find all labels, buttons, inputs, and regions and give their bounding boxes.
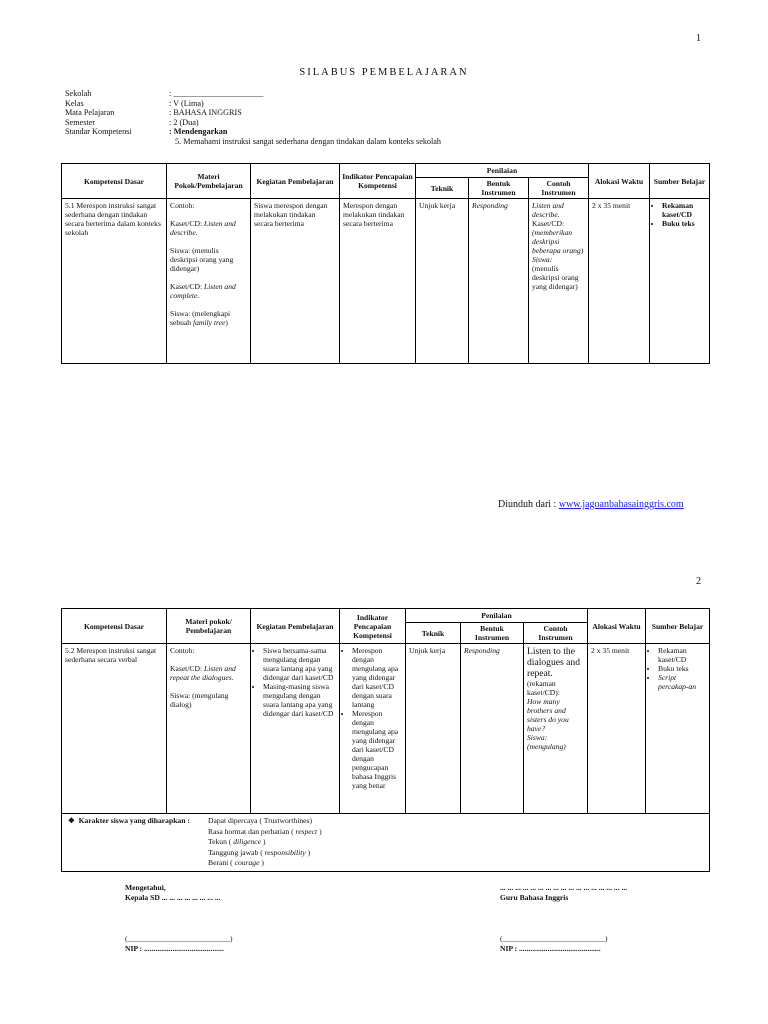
header-sumber: Sumber Belajar [646, 609, 710, 644]
karakter-list [208, 816, 322, 869]
contoh-rekaman: (rekaman kaset/CD): [527, 679, 560, 697]
karakter-item-italic: responsibility [264, 847, 306, 857]
header-alokasi: Alokasi Waktu [589, 164, 650, 199]
contoh-instruction: Listen to the dialogues and repeat. [527, 646, 581, 679]
contoh-siswa: Siswa: [532, 255, 553, 264]
meta-key: Mata Pelajaran [65, 108, 115, 118]
header-bentuk: Bentuk Instrumen [461, 623, 524, 644]
signature-heading: Mengetahui, [125, 883, 166, 892]
header-kompetensi: Kompetensi Dasar [62, 164, 167, 199]
materi-kaset-instruction: Listen and repeat the dialogues. [170, 664, 236, 682]
karakter-item-end: ) [259, 858, 264, 868]
signature-name-line: (___________________________) [500, 934, 608, 943]
cell-kompetensi [62, 199, 167, 364]
contoh-kaset: Kaset/CD: [532, 219, 565, 228]
sumber-item: • Rekaman kaset/CD [658, 646, 706, 664]
materi-contoh: Contoh: [170, 201, 195, 210]
header-indikator: Indikator Pencapaian Kompetensi [340, 164, 416, 199]
karakter-item-text: Tanggung jawab ( [208, 847, 265, 857]
karakter-item-text: Tekun ( [208, 837, 234, 847]
sumber-list [653, 201, 706, 228]
page-number: 1 [696, 33, 701, 44]
header-contoh: Contoh Instrumen [529, 178, 589, 199]
kompetensi-text: 5.1 Merespon instruksi sangat sederhana dengan tindakan secara berterima dalam konteks sekolah [65, 201, 161, 237]
sumber-item: • Buku teks [658, 664, 706, 673]
sumber-list [649, 646, 706, 691]
header-alokasi: Alokasi Waktu [588, 609, 646, 644]
header-sumber: Sumber Belajar [650, 164, 710, 199]
kegiatan-text: Siswa merespon dengan melakukan tindakan secara berterima [254, 201, 328, 228]
header-contoh: Contoh Instrumen [524, 623, 588, 644]
indikator-item: • Merespon dengan mengulang apa yang didengar dari kaset/CD dengan pengucapan bahasa Inggris yang benar [352, 709, 402, 790]
cell-bentuk [461, 644, 524, 814]
materi-kaset [170, 664, 247, 682]
header-penilaian: Penilaian [406, 609, 588, 623]
karakter-item [208, 858, 322, 869]
source-credit [498, 499, 684, 510]
contoh-siswa: Siswa: [527, 733, 548, 742]
header-materi: Materi Pokok/Pembelajaran [167, 164, 251, 199]
page-number: 2 [696, 576, 701, 587]
cell-bentuk [469, 199, 529, 364]
materi-kaset-2 [170, 282, 247, 300]
sumber-item: • Buku teks [662, 219, 706, 228]
meta-row [65, 108, 441, 118]
materi-kaset-label: Kaset/CD: [170, 664, 204, 673]
bentuk-text: Responding [472, 201, 508, 210]
sumber-item: • Script percakap-an [658, 673, 706, 691]
signature-left-name [125, 934, 233, 953]
materi-siswa-text: Siswa: (melengkapi sebuah [170, 309, 231, 327]
header-indikator: Indikator Pencapaian Kompetensi [340, 609, 406, 644]
kegiatan-list [254, 646, 336, 718]
karakter-item [208, 837, 322, 848]
karakter-cell [62, 814, 710, 872]
materi-kaset-instruction: Listen and complete. [170, 282, 236, 300]
meta-value: : 2 (Dua) [169, 117, 199, 127]
cell-sumber [650, 199, 710, 364]
karakter-item: Dapat dipercaya ( Trustworthines) [208, 816, 312, 825]
karakter-item [208, 827, 322, 838]
meta-row [65, 99, 441, 109]
contoh-question: How many brothers and sisters do you have? [527, 697, 569, 733]
cell-alokasi [589, 199, 650, 364]
karakter-item-text: Rasa hormat dan perhatian ( [208, 826, 296, 836]
bentuk-text: Responding [464, 646, 500, 655]
syllabus-meta [65, 89, 441, 147]
karakter-label-wrap [68, 816, 208, 869]
signature-role: Guru Bahasa Inggris [500, 892, 569, 902]
meta-value: : V (Lima) [169, 98, 204, 108]
materi-kaset-instruction: Listen and describe. [170, 219, 236, 237]
materi-kaset-label: Kaset/CD: [170, 219, 204, 228]
karakter-item-italic: respect [295, 826, 318, 836]
materi-kaset-1 [170, 219, 247, 237]
cell-contoh [524, 644, 588, 814]
karakter-item-end: ) [317, 826, 322, 836]
teknik-text: Unjuk kerja [409, 646, 446, 655]
materi-siswa: Siswa: (mengulang dialog) [170, 691, 229, 709]
syllabus-table-2 [61, 608, 710, 872]
meta-row [65, 118, 441, 128]
syllabus-table-1 [61, 163, 710, 364]
karakter-label: Karakter siswa yang diharapkan : [78, 816, 190, 825]
signature-left [125, 883, 221, 902]
kegiatan-item: • Siswa bersama-sama mengulang dengan suara lantang apa yang didengar dari kaset/CD [263, 646, 336, 682]
materi-siswa-1: Siswa: (menulis deskripsi orang yang didengar) [170, 246, 234, 273]
standard-competence-detail: 5. Memahami instruksi sangat sederhana dengan tindakan dalam konteks sekolah [175, 136, 442, 146]
cell-sumber [646, 644, 710, 814]
cell-kegiatan [251, 644, 340, 814]
contoh-kaset-task: (memberikan deskripsi beberapa orang) [532, 228, 584, 255]
karakter-item-end: ) [261, 837, 266, 847]
cell-indikator [340, 644, 406, 814]
source-link[interactable]: www.jagoanbahasainggris.com [558, 499, 684, 510]
header-kegiatan: Kegiatan Pembelajaran [251, 609, 340, 644]
signature-right [500, 883, 627, 902]
source-label: Diunduh dari : [498, 499, 559, 510]
signature-right-name [500, 934, 608, 953]
karakter-item-italic: courage [234, 858, 260, 868]
cell-kegiatan [251, 199, 340, 364]
cell-alokasi [588, 644, 646, 814]
cell-materi [167, 644, 251, 814]
contoh-siswa-task: (mengulang) [527, 742, 566, 751]
signature-place-date: ... ... ... ... ... ... ... ... ... ... ... ... ... ... ... ... ... [500, 883, 628, 892]
alokasi-text: 2 x 35 menit [591, 646, 630, 655]
header-kegiatan: Kegiatan Pembelajaran [251, 164, 340, 199]
kompetensi-text: 5.2 Merespon instruksi sangat sederhana secara verbal [65, 646, 157, 664]
meta-key: Kelas [65, 98, 84, 108]
materi-contoh: Contoh: [170, 646, 195, 655]
meta-key: Sekolah [65, 89, 92, 98]
meta-value: : Mendengarkan [169, 127, 228, 137]
materi-kaset-label: Kaset/CD: [170, 282, 204, 291]
meta-value: : ______________________ [169, 89, 264, 98]
meta-row [65, 89, 441, 99]
kegiatan-item: • Masing-masing siswa mengulang dengan suara lantang apa yang didengar dari kaset/CD [263, 682, 336, 718]
sumber-item: • Rekaman kaset/CD [662, 201, 706, 219]
header-penilaian: Penilaian [416, 164, 589, 178]
karakter-item-text: Berani ( [208, 858, 235, 868]
karakter-item [208, 848, 322, 859]
header-kompetensi: Kompetensi Dasar [62, 609, 167, 644]
signature-role: Kepala SD ... ... ... ... ... ... ... ... [125, 892, 221, 902]
header-bentuk: Bentuk Instrumen [469, 178, 529, 199]
meta-value: : BAHASA INGGRIS [169, 108, 242, 118]
meta-row [65, 127, 441, 137]
cell-kompetensi [62, 644, 167, 814]
indikator-item: • Merespon dengan mengulang apa yang didengar dari kaset/CD dengan suara lantang [352, 646, 402, 709]
materi-siswa-italic: family tree [193, 318, 226, 327]
meta-key: Semester [65, 117, 96, 127]
cell-teknik [416, 199, 469, 364]
signature-name-line: (___________________________) [125, 934, 233, 943]
indikator-text: Merespon dengan melakukan tindakan secara berterima [343, 201, 405, 228]
cell-teknik [406, 644, 461, 814]
header-teknik: Teknik [416, 178, 469, 199]
karakter-item-italic: diligence [233, 837, 262, 847]
indikator-list [343, 646, 402, 790]
alokasi-text: 2 x 35 menit [592, 201, 631, 210]
cell-materi [167, 199, 251, 364]
signature-nip: NIP : ........................................... [500, 943, 601, 953]
page-title: SILABUS PEMBELAJARAN [299, 67, 469, 78]
karakter-block [68, 816, 703, 869]
diamond-bullet-icon: ❖ [68, 816, 75, 825]
meta-key: Standar Kompetensi [65, 127, 132, 137]
contoh-instruction: Listen and describe. [532, 201, 564, 219]
signature-nip: NIP : .......................................... [125, 943, 224, 953]
materi-siswa-end: ) [225, 318, 228, 327]
header-materi: Materi pokok/ Pembelajaran [167, 609, 251, 644]
cell-contoh [529, 199, 589, 364]
karakter-item-end: ) [305, 847, 311, 857]
header-teknik: Teknik [406, 623, 461, 644]
materi-siswa-2 [170, 309, 247, 327]
teknik-text: Unjuk kerja [419, 201, 456, 210]
cell-indikator [340, 199, 416, 364]
contoh-siswa-task: (menulis deskripsi orang yang didengar) [532, 264, 579, 291]
